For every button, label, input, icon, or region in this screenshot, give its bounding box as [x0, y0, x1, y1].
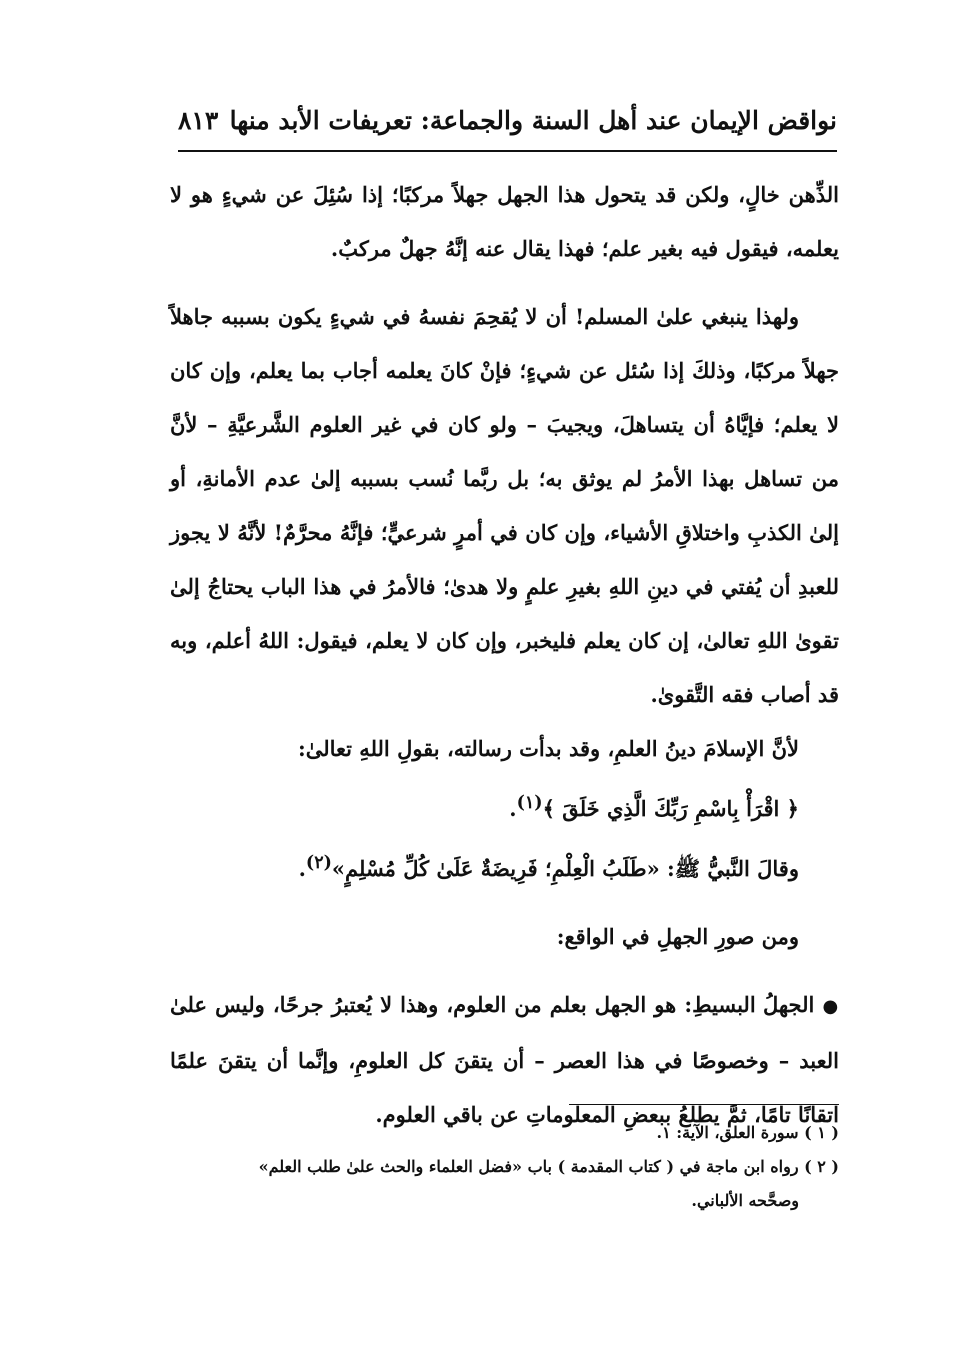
paragraph-5: ومن صورِ الجهلِ في الواقع: [556, 924, 799, 949]
footnotes [170, 1116, 839, 1218]
paragraph-2: ولهذا ينبغي علىٰ المسلم! أن لا يُقحِمَ نفسهُ في شيءٍ يكون بسببه جاهلاً جهلاً مركبًا، وذلكَ إذا سُئل عن شيءٍ؛ فإنْ كانَ يعلمه أجاب بما يعلم، وإن كان لا يعلم؛ فإيَّاهُ أن يتساهلَ، ويجيبَ – ولو كان في غير العلوم الشَّرعيَّةِ – لأنَّ من تساهل بهذا الأمرُ لم يوثق به؛ بل ربَّما نُسب بسببه إلىٰ عدم الأمانةِ، أو إلىٰ الكذبِ واختلاقِ الأشياء، وإن كان في أمرٍ شرعيٍّ؛ فإنَّهُ محرَّمٌ! لأنَّهُ لا يجوز للعبدِ أن يُفتي في دينِ اللهِ بغيرِ علمٍ ولا هدىٰ؛ فالأمرُ في هذا الباب يحتاجُ إلىٰ تقوىٰ اللهِ تعالىٰ، إن كان يعلم فليخبر، وإن كان لا يعلم، فيقول: اللهُ أعلم، وبه قد أصاب فقه التَّقوىٰ. [170, 304, 839, 707]
footnote-ref-2: (٢) [305, 853, 332, 873]
footnote-1: ( ١ ) سورة العلق، الآية: ١. [656, 1123, 839, 1142]
footnote-2-continuation: وصحَّحه الألباني. [691, 1191, 799, 1210]
footnote-ref-1: (١) [516, 793, 543, 813]
running-title: نواقض الإيمان عند أهل السنة والجماعة: تعريفات الأبد منها [229, 106, 837, 135]
quran-verse-line: ﴿ اقْرَأْ بِاسْمِ رَبِّكَ الَّذِي خَلَقَ ﴾$^{(١)}$. [509, 793, 799, 821]
page-number: ٨١٣ [178, 106, 219, 135]
paragraph-6: الجهلُ البسيطِ: هو الجهل بعلم من العلوم، وهذا لا يُعتبرُ جرحًا، وليس علىٰ العبد – وخصوصًا في هذا العصر – أن يتقنَ كل العلومِ، وإنَّما أن يتقنَ علمًا اتقانًا تامًا، ثمَّ يطلعُ ببعضِ المعلوماتِ عن باقي العلوم. [170, 992, 839, 1127]
main-text [170, 168, 839, 1142]
bullet-icon: ● [822, 996, 839, 1017]
hadith-line: وقالَ النَّبيُّ ﷺ: «طَلَبُ الْعِلْمِ؛ فَرِيضَةٌ عَلَىٰ كُلِّ مُسْلِمٍ»$^{(٢)}$. [298, 853, 799, 881]
quran-verse: ﴿ اقْرَأْ بِاسْمِ رَبِّكَ الَّذِي خَلَقَ ﴾ [542, 796, 799, 821]
footnote-separator [569, 1104, 839, 1105]
paragraph-1: الذِّهن خالٍ، ولكن قد يتحول هذا الجهل جهلاً مركبًا؛ إذا سُئِلَ عن شيءٍ هو لا يعلمه، فيقول فيه بغير علم؛ فهذا يقال عنه إنَّهُ جهلٌ مركبٌ. [170, 182, 839, 261]
running-header [178, 100, 837, 152]
paragraph-3: لأنَّ الإسلامَ دينُ العلمِ، وقد بدأت رسالته، بقولِ اللهِ تعالىٰ: [297, 736, 799, 761]
footnote-2: ( ٢ ) رواه ابن ماجة في ( كتاب المقدمة ) باب «فضل العلماء والحث علىٰ طلب العلم» [258, 1157, 839, 1176]
hadith-text: وقالَ النَّبيُّ ﷺ: «طَلَبُ الْعِلْمِ؛ فَرِيضَةٌ عَلَىٰ كُلِّ مُسْلِمٍ» [331, 856, 799, 881]
